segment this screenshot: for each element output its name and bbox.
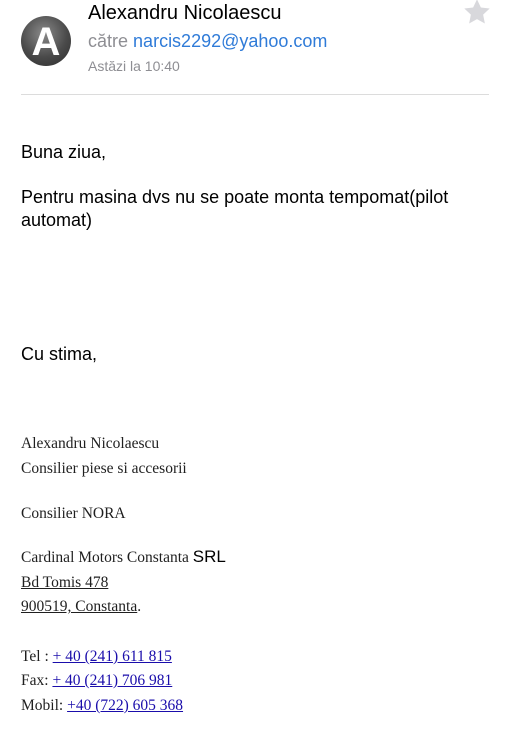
recipient-email[interactable]: narcis2292@yahoo.com — [133, 31, 328, 51]
signature-role: Consilier NORA — [21, 505, 126, 522]
signature-name: Alexandru Nicolaescu — [21, 435, 160, 452]
avatar-letter: A — [31, 20, 61, 64]
signature-company: Cardinal Motors Constanta — [21, 549, 189, 566]
header-divider — [21, 94, 489, 95]
signature-street[interactable] — [21, 574, 108, 592]
signature-company-line — [21, 547, 226, 567]
to-label: către — [88, 31, 129, 51]
message-date: Astăzi la 10:40 — [88, 58, 180, 74]
fax-link[interactable]: + 40 (241) 706 981 — [52, 672, 173, 689]
mobil-label: Mobil: — [21, 697, 68, 714]
street-link[interactable]: Bd Tomis 478 — [21, 574, 109, 591]
signature-title: Consilier piese si accesorii — [21, 460, 187, 477]
tel-label: Tel : — [21, 648, 53, 665]
city-link[interactable]: 900519, Constanta — [21, 598, 138, 615]
closing: Cu stima, — [21, 344, 98, 364]
avatar[interactable] — [21, 16, 71, 66]
mobil-link[interactable]: +40 (722) 605 368 — [67, 697, 184, 714]
tel-line — [21, 648, 172, 666]
signature-city[interactable] — [21, 598, 141, 616]
fax-line — [21, 672, 172, 690]
city-end: . — [137, 598, 142, 615]
star-icon[interactable] — [461, 0, 493, 28]
greeting: Buna ziua, — [21, 142, 107, 162]
mobil-line — [21, 697, 183, 715]
sender-name[interactable]: Alexandru Nicolaescu — [88, 2, 282, 24]
tel-link[interactable]: + 40 (241) 611 815 — [52, 648, 172, 665]
fax-label: Fax: — [21, 672, 53, 689]
recipient-line — [88, 31, 327, 52]
message-body: Pentru masina dvs nu se poate monta tempomat(pilot automat) — [21, 187, 449, 230]
message-header — [0, 0, 511, 96]
signature-company-suffix: SRL — [192, 547, 226, 566]
